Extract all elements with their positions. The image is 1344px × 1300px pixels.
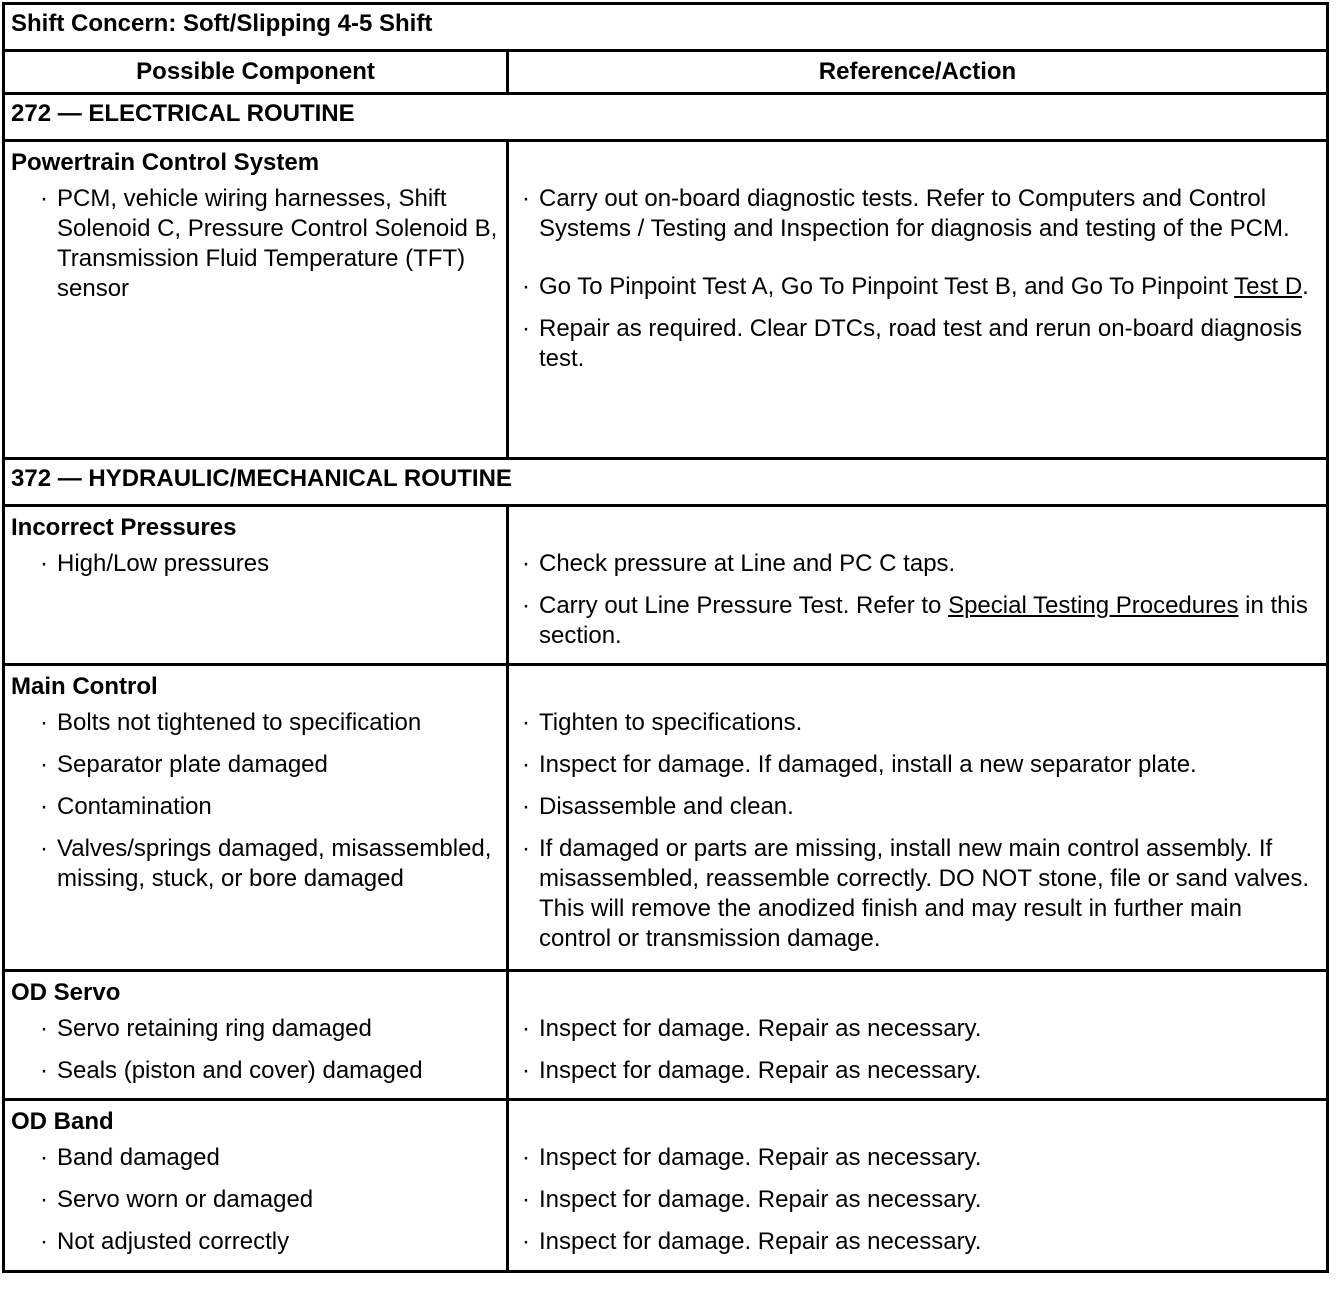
component-item bbox=[5, 549, 506, 579]
pinpoint-test-d-link[interactable]: Test D bbox=[1234, 273, 1303, 300]
bullet: · bbox=[522, 1015, 530, 1042]
bullet: · bbox=[40, 709, 48, 736]
action-text: Inspect for damage. Repair as necessary. bbox=[539, 1186, 982, 1213]
component-cell bbox=[4, 1100, 508, 1272]
action-item bbox=[509, 1056, 1326, 1086]
component-item bbox=[5, 792, 506, 822]
action-text: Inspect for damage. Repair as necessary. bbox=[539, 1057, 982, 1084]
bullet: · bbox=[40, 1144, 48, 1171]
bullet: · bbox=[40, 1057, 48, 1084]
component-text: Band damaged bbox=[57, 1144, 220, 1171]
action-text: Check pressure at Line and PC C taps. bbox=[539, 550, 956, 577]
bullet: · bbox=[40, 1015, 48, 1042]
component-cell bbox=[4, 971, 508, 1100]
action-text: Go To Pinpoint Test A, Go To Pinpoint Test B, and Go To Pinpoint bbox=[539, 273, 1235, 300]
component-text: Bolts not tightened to specification bbox=[57, 709, 422, 736]
component-item bbox=[5, 708, 506, 738]
component-text: Servo retaining ring damaged bbox=[57, 1015, 372, 1042]
action-text: Inspect for damage. If damaged, install a new separator plate. bbox=[539, 751, 1197, 778]
group-title: Incorrect Pressures bbox=[11, 514, 237, 541]
header-reference-action: Reference/Action bbox=[508, 51, 1328, 94]
bullet: · bbox=[522, 315, 530, 342]
bullet: · bbox=[522, 751, 530, 778]
group-title: OD Servo bbox=[11, 979, 121, 1006]
component-cell bbox=[4, 506, 508, 665]
component-text: Separator plate damaged bbox=[57, 751, 328, 778]
component-item bbox=[5, 1014, 506, 1044]
header-row bbox=[4, 51, 1328, 94]
group-row bbox=[4, 665, 1328, 971]
component-cell bbox=[4, 141, 508, 459]
action-item bbox=[509, 1227, 1326, 1257]
table-title: Shift Concern: Soft/Slipping 4-5 Shift bbox=[4, 4, 1328, 51]
bullet: · bbox=[522, 1186, 530, 1213]
bullet: · bbox=[522, 273, 530, 300]
action-text: Inspect for damage. Repair as necessary. bbox=[539, 1228, 982, 1255]
component-text: PCM, vehicle wiring harnesses, Shift Solenoid C, Pressure Control Solenoid B, Transmission Fluid Temperature (TFT) sensor bbox=[57, 185, 498, 302]
bullet: · bbox=[522, 592, 530, 619]
component-item bbox=[5, 1185, 506, 1215]
group-row bbox=[4, 141, 1328, 459]
bullet: · bbox=[522, 550, 530, 577]
component-cell bbox=[4, 665, 508, 971]
action-item bbox=[509, 1185, 1326, 1215]
component-item bbox=[5, 1143, 506, 1173]
group-row bbox=[4, 971, 1328, 1100]
bullet: · bbox=[522, 185, 530, 212]
component-text: High/Low pressures bbox=[57, 550, 270, 577]
action-item bbox=[509, 1143, 1326, 1173]
action-text: Carry out Line Pressure Test. Refer to bbox=[539, 592, 949, 619]
action-item bbox=[509, 792, 1326, 822]
routine-row bbox=[4, 94, 1328, 141]
component-item bbox=[5, 1227, 506, 1257]
action-text: Carry out on-board diagnostic tests. Refer to Computers and Control Systems / Testing and Inspection for diagnosis and testing of the PCM. bbox=[539, 185, 1290, 242]
action-cell bbox=[508, 971, 1328, 1100]
bullet: · bbox=[522, 793, 530, 820]
action-item bbox=[509, 708, 1326, 738]
action-cell bbox=[508, 506, 1328, 665]
component-text: Seals (piston and cover) damaged bbox=[57, 1057, 423, 1084]
bullet: · bbox=[40, 835, 48, 862]
bullet: · bbox=[40, 751, 48, 778]
routine-row bbox=[4, 459, 1328, 506]
action-item bbox=[509, 314, 1326, 374]
action-text: If damaged or parts are missing, install new main control assembly. If misassembled, reassemble correctly. DO NOT stone, file or sand valves. This will remove the anodized finish and may result in further main control or transmission damage. bbox=[539, 835, 1310, 952]
action-item bbox=[509, 750, 1326, 780]
bullet: · bbox=[522, 835, 530, 862]
action-item bbox=[509, 184, 1326, 244]
bullet: · bbox=[522, 1144, 530, 1171]
action-item bbox=[509, 834, 1326, 954]
bullet: · bbox=[40, 1228, 48, 1255]
component-item bbox=[5, 750, 506, 780]
group-row bbox=[4, 1100, 1328, 1272]
component-text: Valves/springs damaged, misassembled, missing, stuck, or bore damaged bbox=[57, 835, 492, 892]
diagnosis-table bbox=[2, 2, 1329, 1273]
routine-title: 272 — ELECTRICAL ROUTINE bbox=[4, 94, 1328, 141]
bullet: · bbox=[40, 793, 48, 820]
bullet: · bbox=[40, 1186, 48, 1213]
component-text: Not adjusted correctly bbox=[57, 1228, 290, 1255]
bullet: · bbox=[522, 1228, 530, 1255]
component-text: Contamination bbox=[57, 793, 212, 820]
action-text: in this section. bbox=[539, 592, 1308, 649]
action-cell bbox=[508, 1100, 1328, 1272]
action-cell bbox=[508, 141, 1328, 459]
action-item bbox=[509, 272, 1326, 302]
group-row bbox=[4, 506, 1328, 665]
bullet: · bbox=[40, 185, 48, 212]
action-text: . bbox=[1302, 273, 1309, 300]
action-item bbox=[509, 549, 1326, 579]
component-text: Servo worn or damaged bbox=[57, 1186, 314, 1213]
group-title: OD Band bbox=[11, 1108, 114, 1135]
header-possible-component: Possible Component bbox=[4, 51, 508, 94]
group-title: Main Control bbox=[11, 673, 158, 700]
action-text: Tighten to specifications. bbox=[539, 709, 803, 736]
bullet: · bbox=[40, 550, 48, 577]
bullet: · bbox=[522, 1057, 530, 1084]
component-item bbox=[5, 1056, 506, 1086]
component-item bbox=[5, 834, 506, 894]
routine-title: 372 — HYDRAULIC/MECHANICAL ROUTINE bbox=[4, 459, 1328, 506]
component-item bbox=[5, 184, 506, 304]
action-text: Inspect for damage. Repair as necessary. bbox=[539, 1144, 982, 1171]
action-item bbox=[509, 1014, 1326, 1044]
action-text: Disassemble and clean. bbox=[539, 793, 794, 820]
action-text: Inspect for damage. Repair as necessary. bbox=[539, 1015, 982, 1042]
bullet: · bbox=[522, 709, 530, 736]
action-item bbox=[509, 591, 1326, 651]
action-text: Repair as required. Clear DTCs, road test and rerun on-board diagnosis test. bbox=[539, 315, 1303, 372]
table-title-row bbox=[4, 4, 1328, 51]
action-cell bbox=[508, 665, 1328, 971]
group-title: Powertrain Control System bbox=[11, 149, 320, 176]
special-testing-procedures-link[interactable]: Special Testing Procedures bbox=[948, 592, 1239, 619]
